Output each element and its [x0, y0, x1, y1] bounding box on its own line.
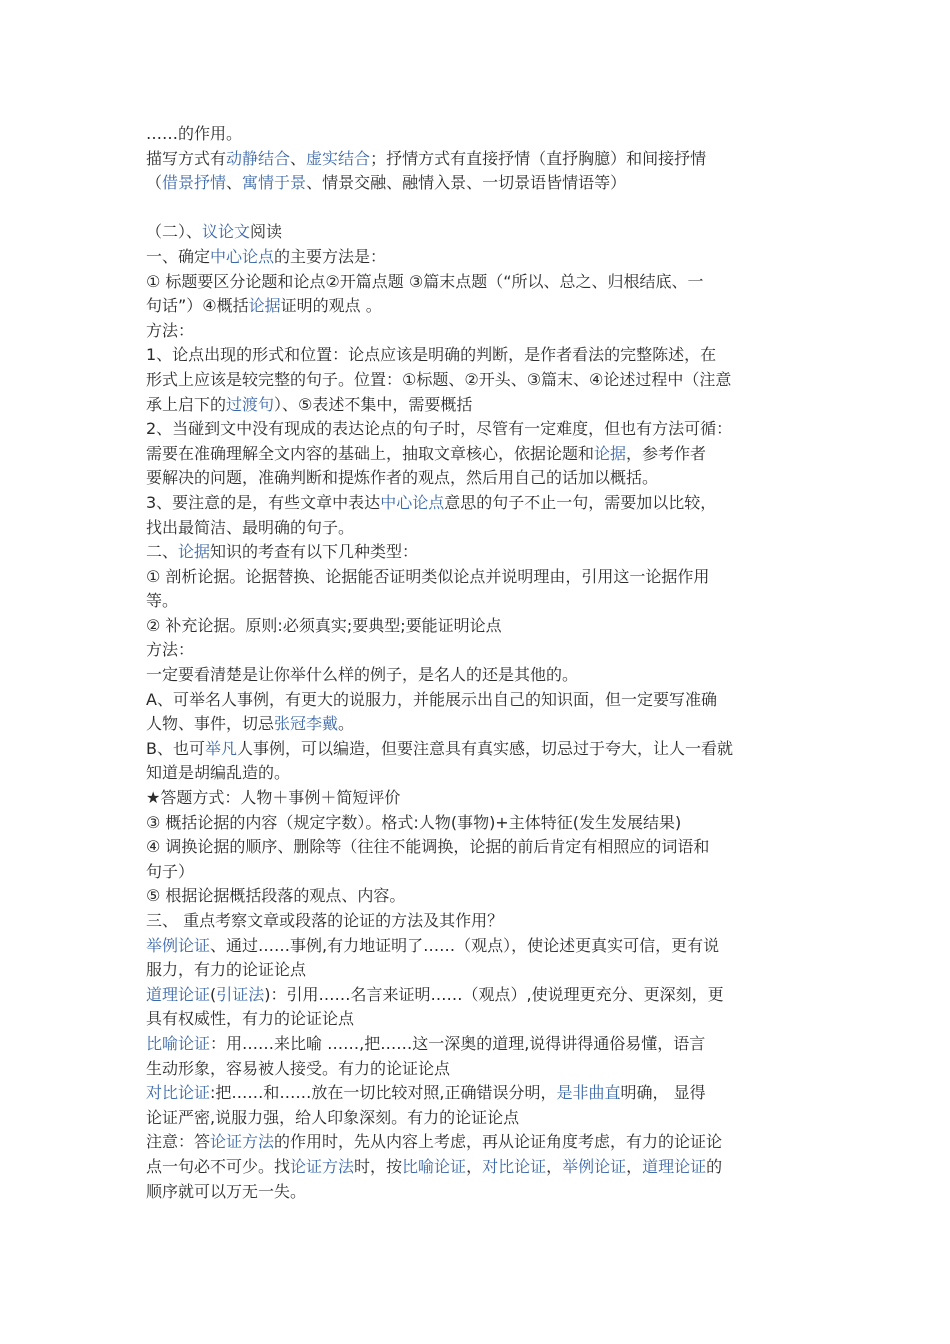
- keyword-link[interactable]: 道理论证: [146, 984, 211, 1004]
- text-segment: 知道是胡编乱造的。: [146, 763, 291, 783]
- text-segment: 形式上应该是较完整的句子。位置：①标题、②开头、③篇末、④论述过程中（注意: [146, 369, 732, 389]
- blank-line: [146, 196, 814, 221]
- text-line: [146, 1180, 814, 1205]
- text-line: [146, 147, 814, 172]
- text-segment: 方法：: [146, 640, 195, 660]
- text-segment: （: [146, 173, 163, 193]
- text-segment: 证明的观点 。: [280, 296, 382, 316]
- text-segment: 一定要看清楚是让你举什么样的例子，是名人的还是其他的。: [146, 665, 579, 685]
- text-line: [146, 835, 814, 860]
- keyword-link[interactable]: 引证法: [216, 984, 265, 1004]
- text-segment: B、也可: [146, 738, 205, 758]
- text-segment: 论证严密,说服力强，给人印象深刻。有力的论证论点: [146, 1107, 520, 1127]
- keyword-link[interactable]: 中心论点: [380, 492, 445, 512]
- text-segment: 的作用时，先从内容上考虑，再从论证角度考虑，有力的论证论: [274, 1132, 723, 1152]
- text-segment: 具有权威性，有力的论证论点: [146, 1009, 355, 1029]
- text-segment: 的主要方法是：: [274, 246, 387, 266]
- text-segment: 点一句必不可少。找: [146, 1156, 291, 1176]
- keyword-link[interactable]: 寓情于景: [242, 173, 307, 193]
- text-segment: 、情景交融、融情入景、一切景语皆情语等）: [306, 173, 627, 193]
- text-segment: 生动形象，容易被人接受。有力的论证论点: [146, 1058, 451, 1078]
- text-line: [146, 860, 814, 885]
- text-segment: 三、 重点考察文章或段落的论证的方法及其作用？: [146, 911, 504, 930]
- text-line: [146, 1032, 814, 1057]
- text-line: [146, 417, 814, 442]
- text-line: [146, 688, 814, 713]
- keyword-link[interactable]: 论据: [594, 443, 627, 463]
- text-line: [146, 589, 814, 614]
- text-segment: 、: [290, 148, 307, 168]
- text-line: [146, 663, 814, 688]
- text-segment: 的: [706, 1156, 723, 1176]
- keyword-link[interactable]: 借景抒情: [162, 173, 227, 193]
- text-segment: A、可举名人事例，有更大的说服力，并能展示出自己的知识面，但一定要写准确: [146, 689, 717, 709]
- text-segment: ③ 概括论据的内容（规定字数）。格式:人物(事物)+主体特征(发生发展结果): [146, 812, 682, 832]
- text-segment: ① 剖析论据。论据替换、论据能否证明类似论点并说明理由，引用这一论据作用: [146, 566, 710, 586]
- document-body: [146, 122, 814, 1204]
- keyword-link[interactable]: 举例论证: [146, 935, 211, 955]
- text-line: [146, 442, 814, 467]
- text-segment: 2、当碰到文中没有现成的表达论点的句子时，尽管有一定难度，但也有方法可循：: [146, 419, 733, 439]
- text-segment: ，: [466, 1156, 483, 1176]
- text-segment: )：引用……名言来证明……（观点）,使说理更充分、更深刻，更: [264, 984, 724, 1004]
- text-line: [146, 565, 814, 590]
- keyword-link[interactable]: 论证方法: [210, 1132, 275, 1152]
- text-line: [146, 614, 814, 639]
- text-segment: ，参考作者: [626, 443, 707, 463]
- keyword-link[interactable]: 过渡句: [226, 394, 275, 414]
- text-line: [146, 220, 814, 245]
- text-line: [146, 1007, 814, 1032]
- text-segment: 方法：: [146, 320, 195, 340]
- keyword-link[interactable]: 对比论证: [482, 1156, 547, 1176]
- keyword-link[interactable]: 议论文: [202, 222, 251, 242]
- text-segment: 服力，有力的论证论点: [146, 960, 307, 980]
- text-segment: 人物、事件，切忌: [146, 714, 275, 734]
- text-segment: 二、: [146, 542, 179, 562]
- keyword-link[interactable]: 对比论证: [146, 1083, 211, 1103]
- text-segment: :把……和……放在一切比较对照,正确错误分明，: [210, 1083, 557, 1103]
- text-line: [146, 491, 814, 516]
- text-segment: 句子）: [146, 861, 195, 881]
- text-segment: 意思的句子不止一句，需要加以比较，: [444, 492, 717, 512]
- text-line: [146, 122, 814, 147]
- text-line: [146, 786, 814, 811]
- text-segment: 明确， 显得: [620, 1083, 706, 1103]
- text-line: [146, 516, 814, 541]
- text-line: [146, 1130, 814, 1155]
- text-line: [146, 1081, 814, 1106]
- text-line: [146, 245, 814, 270]
- text-segment: 。: [338, 714, 355, 734]
- keyword-link[interactable]: 道理论证: [642, 1156, 707, 1176]
- keyword-link[interactable]: 是非曲直: [556, 1083, 621, 1103]
- text-segment: ④ 调换论据的顺序、删除等（往往不能调换，论据的前后肯定有相照应的词语和: [146, 837, 710, 857]
- text-line: [146, 540, 814, 565]
- text-segment: 阅读: [250, 222, 283, 242]
- text-line: [146, 393, 814, 418]
- text-segment: ……的作用。: [146, 124, 243, 143]
- text-line: [146, 270, 814, 295]
- text-segment: ，: [546, 1156, 563, 1176]
- keyword-link[interactable]: 论据: [248, 296, 281, 316]
- text-line: [146, 1057, 814, 1082]
- keyword-link[interactable]: 论据: [178, 542, 211, 562]
- keyword-link[interactable]: 论证方法: [290, 1156, 355, 1176]
- text-segment: 、通过……事例,有力地证明了……（观点），使论述更真实可信，更有说: [210, 935, 720, 955]
- text-segment: 承上启下的: [146, 394, 227, 414]
- text-line: [146, 884, 814, 909]
- text-segment: ，: [626, 1156, 643, 1176]
- keyword-link[interactable]: 比喻论证: [146, 1033, 211, 1053]
- text-segment: 一、确定: [146, 246, 211, 266]
- text-segment: ；抒情方式有直接抒情（直抒胸臆）和间接抒情: [370, 148, 707, 168]
- text-segment: 时，按: [354, 1156, 403, 1176]
- text-line: [146, 737, 814, 762]
- text-segment: ② 补充论据。原则:必须真实;要典型;要能证明论点: [146, 615, 502, 635]
- text-line: [146, 368, 814, 393]
- text-line: [146, 294, 814, 319]
- text-line: [146, 983, 814, 1008]
- text-segment: 、: [226, 173, 243, 193]
- text-line: [146, 934, 814, 959]
- text-segment: 知识的考查有以下几种类型：: [210, 542, 419, 562]
- text-segment: ★答题方式：人物＋事例＋简短评价: [146, 788, 401, 808]
- text-line: [146, 343, 814, 368]
- text-segment: 等。: [146, 591, 179, 611]
- keyword-link[interactable]: 中心论点: [210, 246, 275, 266]
- text-segment: (: [210, 984, 217, 1004]
- text-line: [146, 1106, 814, 1131]
- text-segment: 顺序就可以万无一失。: [146, 1181, 307, 1201]
- text-segment: 人事例，可以编造，但要注意具有真实感，切忌过于夸大，让人一看就: [237, 738, 734, 758]
- text-segment: 找出最简洁、最明确的句子。: [146, 517, 355, 537]
- text-segment: ⑤ 根据论据概括段落的观点、内容。: [146, 886, 406, 906]
- text-line: [146, 466, 814, 491]
- keyword-link[interactable]: 张冠李戴: [274, 714, 339, 734]
- text-line: [146, 638, 814, 663]
- text-segment: 句话”）④概括: [146, 296, 249, 316]
- text-segment: 描写方式有: [146, 148, 227, 168]
- text-segment: ：用……来比喻 ……,把……这一深奥的道理,说得讲得通俗易懂，语言: [210, 1033, 706, 1053]
- text-segment: ① 标题要区分论题和论点②开篇点题 ③篇末点题（“所以、总之、归根结底、一: [146, 271, 704, 291]
- text-line: [146, 811, 814, 836]
- text-line: [146, 171, 814, 196]
- text-segment: 注意：答: [146, 1132, 211, 1152]
- text-segment: （二）、: [146, 222, 203, 242]
- text-line: [146, 712, 814, 737]
- text-line: [146, 1155, 814, 1180]
- keyword-link[interactable]: 比喻论证: [402, 1156, 467, 1176]
- keyword-link[interactable]: 虚实结合: [306, 148, 371, 168]
- text-line: [146, 319, 814, 344]
- text-segment: 要解决的问题，准确判断和提炼作者的观点，然后用自己的话加以概括。: [146, 468, 659, 488]
- text-line: [146, 958, 814, 983]
- keyword-link[interactable]: 举凡: [204, 738, 237, 758]
- text-line: [146, 909, 814, 934]
- keyword-link[interactable]: 举例论证: [562, 1156, 627, 1176]
- text-segment: ）、⑤表述不集中，需要概括: [274, 394, 473, 414]
- text-segment: 需要在准确理解全文内容的基础上，抽取文章核心，依据论题和: [146, 443, 595, 463]
- text-segment: 1、论点出现的形式和位置：论点应该是明确的判断，是作者看法的完整陈述，在: [146, 345, 717, 365]
- text-line: [146, 761, 814, 786]
- keyword-link[interactable]: 动静结合: [226, 148, 291, 168]
- text-segment: 3、要注意的是，有些文章中表达: [146, 492, 381, 512]
